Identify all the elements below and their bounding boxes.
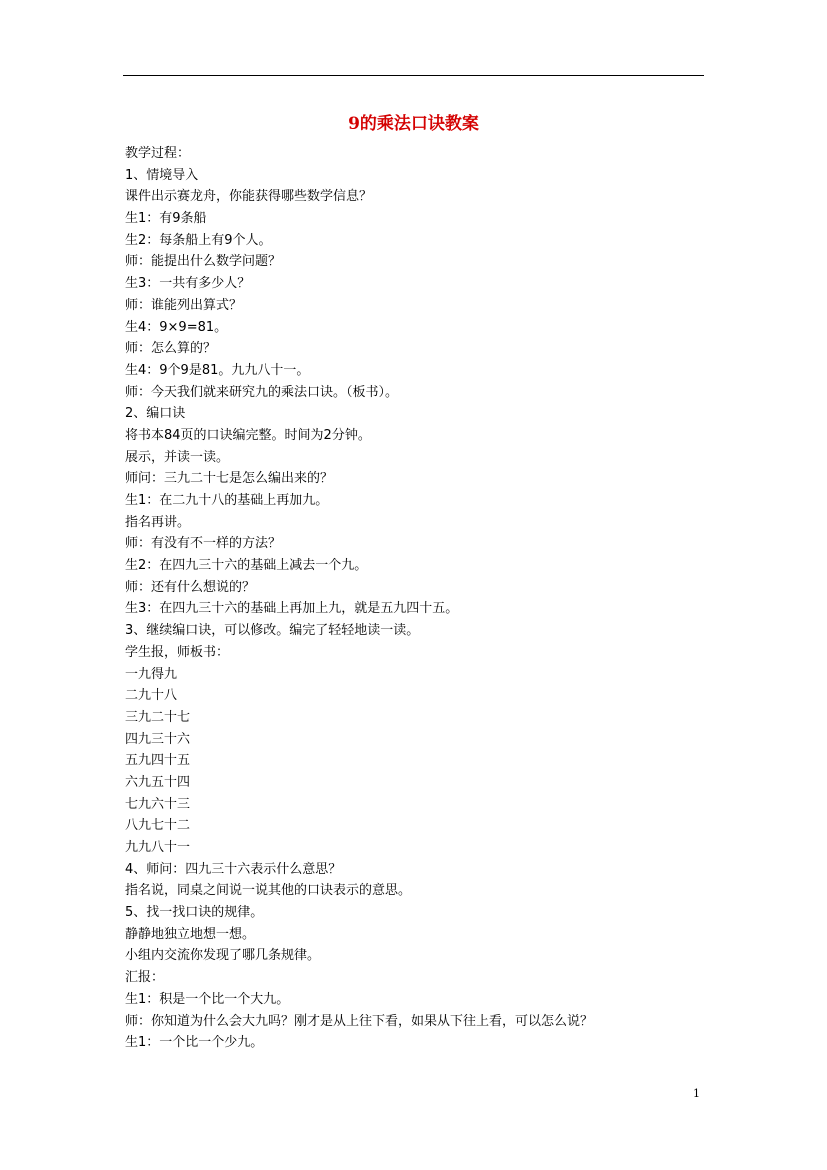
text-line: 生4：9×9=81。 <box>125 319 228 335</box>
text-line: 小组内交流你发现了哪几条规律。 <box>125 948 321 964</box>
text-line: 师：还有什么想说的？ <box>125 579 256 595</box>
text-line: 生2：在四九三十六的基础上减去一个九。 <box>125 558 368 574</box>
text-line: 一九得九 <box>125 666 178 682</box>
text-line: 4、师问：四九三十六表示什么意思？ <box>125 861 342 877</box>
text-line: 静静地独立地想一想。 <box>125 926 256 942</box>
text-line: 九九八十一 <box>125 840 191 855</box>
text-line: 生3：在四九三十六的基础上再加上九，就是五九四十五。 <box>125 601 459 617</box>
text-line: 师：有没有不一样的方法？ <box>125 536 282 552</box>
text-line: 生1：一个比一个少九。 <box>125 1035 264 1051</box>
text-line: 师：能提出什么数学问题？ <box>125 254 282 270</box>
text-line: 3、继续编口诀，可以修改。编完了轻轻地读一读。 <box>125 623 420 639</box>
text-line: 生3：一共有多少人？ <box>125 276 251 292</box>
text-line: 八九七十二 <box>125 818 191 834</box>
header-rule <box>123 75 704 76</box>
text-line: 师问：三九二十七是怎么编出来的？ <box>125 471 334 487</box>
text-line: 生4：9个9是81。九九八十一。 <box>125 362 310 378</box>
text-line: 师：谁能列出算式？ <box>125 297 243 313</box>
text-line: 学生报，师板书： <box>125 644 230 660</box>
text-line: 生1：积是一个比一个大九。 <box>125 991 290 1007</box>
text-line: 二九十八 <box>125 688 178 704</box>
text-line: 生2：每条船上有9个人。 <box>125 232 272 248</box>
text-line: 指名说，同桌之间说一说其他的口诀表示的意思。 <box>125 883 412 899</box>
text-line: 三九二十七 <box>125 709 191 725</box>
text-line: 教学过程： <box>125 146 191 161</box>
text-line: 师：你知道为什么会大九吗？刚才是从上往下看，如果从下往上看，可以怎么说？ <box>125 1013 594 1029</box>
text-line: 指名再讲。 <box>125 514 191 530</box>
text-line: 2、编口诀 <box>125 406 186 422</box>
text-line: 七九六十三 <box>125 796 191 812</box>
text-line: 生1：在二九十八的基础上再加九。 <box>125 493 329 508</box>
text-line: 四九三十六 <box>125 731 191 747</box>
text-line: 师：今天我们就来研究九的乘法口诀。（板书）。 <box>125 384 399 400</box>
text-line: 将书本84页的口诀编完整。时间为2分钟。 <box>125 427 371 443</box>
text-line: 生1：有9条船 <box>125 211 207 227</box>
text-line: 师：怎么算的？ <box>125 341 217 357</box>
document-body <box>125 143 705 1054</box>
text-line: 展示，并读一读。 <box>125 449 230 465</box>
text-line: 六九五十四 <box>125 774 191 790</box>
text-line: 五九四十五 <box>125 753 191 769</box>
text-line: 汇报： <box>125 970 165 986</box>
page-number: 1 <box>693 1087 700 1100</box>
text-line: 1、情境导入 <box>125 167 199 183</box>
document-title: 9的乘法口诀教案 <box>348 114 479 134</box>
text-line: 5、找一找口诀的规律。 <box>125 905 264 921</box>
text-line: 课件出示赛龙舟，你能获得哪些数学信息？ <box>125 189 373 205</box>
